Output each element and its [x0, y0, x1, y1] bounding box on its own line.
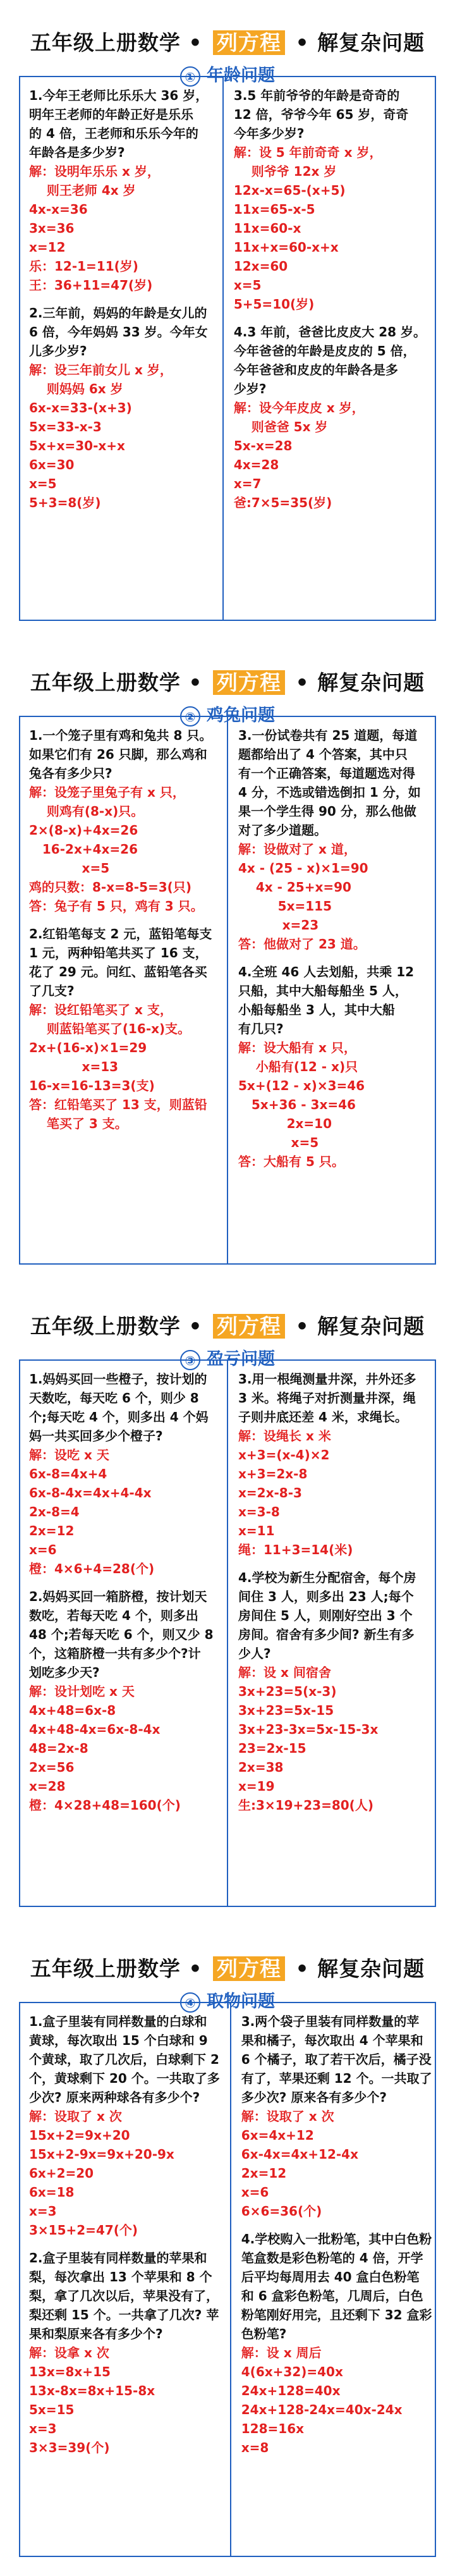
- section-header: [0, 640, 455, 725]
- problem-solution: 解：设取了 x 次 15x+2=9x+20 15x+2-9x=9x+20-9x 6x+2=20 6x=18 x=3 3×15+2=47(个): [29, 2109, 174, 2238]
- column-left: [19, 717, 228, 1265]
- section-2: [0, 640, 455, 1284]
- problem-question: 2.妈妈买回一箱脐橙，按计划天 数吃，若每天吃 4 个，则多出 48 个;若每天吃 6 个，则又少 8 个，这箱脐橙一共有多少个?计 划吃多少天?: [29, 1589, 214, 1680]
- title-highlight: 列方程: [213, 1314, 285, 1339]
- problem-solution: 解：设大船有 x 只， 小船有(12 - x)只 5x+(12 - x)×3=46 5x+36 - 3x=46 2x=10 x=5 答：大船有 5 只。: [238, 1040, 365, 1169]
- problem-solution: 解：设拿 x 次 13x=8x+15 13x-8x=8x+15-8x 5x=15 x=3 3×3=39(个): [29, 2345, 155, 2455]
- problem-question: 3.5 年前爷爷的年龄是奇奇的 12 倍，爷爷今年 65 岁，奇奇 今年多少岁?: [233, 88, 409, 141]
- problem-solution: 解：设 x 间宿舍 3x+23=5(x-3) 3x+23=5x-15 3x+23-3x=5x-15-3x 23=2x-15 2x=38 x=19 生:3×19+23=80(人): [238, 1665, 379, 1813]
- topic-label: 鸡兔问题: [207, 706, 275, 725]
- problem-question: 3.两个袋子里装有同样数量的苹 果和橘子，每次取出 4 个苹果和 6 个橘子，取了若干次后，橘子没 有了，苹果还剩 12 个。一共取了 多少次? 原来各有多少个?: [241, 2014, 432, 2105]
- problem-question: 4.3 年前，爸爸比皮皮大 28 岁。 今年爸爸的年龄是皮皮的 5 倍， 今年爸爸和皮皮的年龄各是多 少岁?: [233, 324, 426, 396]
- problem-question: 1.一个笼子里有鸡和兔共 8 只。 如果它们有 26 只脚，那么鸡和 兔各有多少只?: [29, 728, 212, 781]
- problem-solution: 解：设明年乐乐 x 岁， 则王老师 4x 岁 4x-x=36 3x=36 x=12 乐：12-1=11(岁) 王：36+11=47(岁): [29, 164, 160, 293]
- problem-solution: 解：设做对了 x 道， 4x - (25 - x)×1=90 4x - 25+x=90 5x=115 x=23 答：他做对了 23 道。: [238, 842, 368, 952]
- title-right: 解复杂问题: [317, 30, 425, 55]
- topic-label: 盈亏问题: [207, 1349, 275, 1369]
- column-right: [228, 1361, 436, 1907]
- title-left: 五年级上册数学: [30, 30, 181, 55]
- page-title: 五年级上册数学 • 列方程 • 解复杂问题: [30, 1956, 425, 1981]
- problem-question: 1.今年王老师比乐乐大 36 岁， 明年王老师的年龄正好是乐乐 的 4 倍，王老师和乐乐今年的 年龄各是多少岁?: [29, 88, 209, 160]
- problem-question: 2.盒子里装有同样数量的苹果和 梨，每次拿出 13 个苹果和 8 个 梨，拿了几次以后，苹果没有了， 梨还剩 15 个。一共拿了几次? 苹 果和梨原来各有多少个?: [29, 2250, 219, 2341]
- column-right: [224, 77, 436, 621]
- topic-label: 取物问题: [207, 1992, 275, 2011]
- section-1: [0, 0, 455, 640]
- section-header: [0, 1926, 455, 2011]
- problem-columns: [19, 717, 436, 1265]
- problem-question: 4.学校为新生分配宿舍，每个房 间住 3 人，则多出 23 人;每个 房间住 5 人，则刚好空出 3 个 房间。宿舍有多少间? 新生有多 少人?: [238, 1570, 416, 1661]
- title-right: 解复杂问题: [317, 670, 425, 695]
- section-3: [0, 1284, 455, 1926]
- problem-solution: 解：设取了 x 次 6x=4x+12 6x-4x=4x+12-4x 2x=12 x=6 6×6=36(个): [241, 2109, 358, 2219]
- section-header: [0, 1284, 455, 1369]
- column-left: [19, 1361, 228, 1907]
- problem-question: 1.盒子里装有同样数量的白球和 黄球，每次取出 15 个白球和 9 个黄球，取了几次后，白球剩下 2 个，黄球剩下 20 个。一共取了多 少次? 原来两种球各有多少个?: [29, 2014, 220, 2105]
- topic-number: ②: [180, 706, 200, 727]
- problem-question: 1.妈妈买回一些橙子，按计划的 天数吃，每天吃 6 个，则少 8 个;每天吃 4 个，则多出 4 个妈 妈一共买回多少个橙子?: [29, 1371, 209, 1444]
- topic-number: ④: [180, 1992, 200, 2013]
- title-highlight: 列方程: [213, 670, 285, 695]
- column-left: [19, 2003, 231, 2557]
- title-right: 解复杂问题: [317, 1956, 425, 1981]
- column-right: [228, 717, 436, 1265]
- title-left: 五年级上册数学: [30, 1956, 181, 1981]
- section-4: [0, 1926, 455, 2576]
- topic-number: ①: [180, 66, 200, 87]
- topic-label: 年龄问题: [207, 66, 275, 85]
- problem-solution: 解：设今年皮皮 x 岁， 则爸爸 5x 岁 5x-x=28 4x=28 x=7 爸:7×5=35(岁): [233, 400, 365, 510]
- title-highlight: 列方程: [213, 30, 285, 55]
- title-left: 五年级上册数学: [30, 1314, 181, 1339]
- page-title: 五年级上册数学 • 列方程 • 解复杂问题: [30, 30, 425, 55]
- problem-solution: 解：设笼子里兔子有 x 只， 则鸡有(8-x)只。 2×(8-x)+4x=26 16-2x+4x=26 x=5 鸡的只数：8-x=8-5=3(只) 答：兔子有 5 只，鸡有 3 只。: [29, 785, 203, 914]
- problem-question: 3.一份试卷共有 25 道题，每道 题都给出了 4 个答案，其中只 有一个正确答案，每道题选对得 4 分，不选或错选倒扣 1 分，如 果一个学生得 90 分，那么他做 对了多少道题。: [238, 728, 421, 838]
- problem-solution: 解：设红铅笔买了 x 支， 则蓝铅笔买了(16-x)支。 2x+(16-x)×1=29 x=13 16-x=16-13=3(支) 答：红铅笔买了 13 支，则蓝铅 笔买了 3 支。: [29, 1002, 207, 1131]
- title-right: 解复杂问题: [317, 1314, 425, 1339]
- problem-solution: 解：设吃 x 天 6x-8=4x+4 6x-8-4x=4x+4-4x 2x-8=4 2x=12 x=6 橙：4×6+4=28(个): [29, 1447, 155, 1576]
- problem-columns: [19, 1361, 436, 1907]
- problem-question: 4.全班 46 人去划船，共乘 12 只船，其中大船每船坐 5 人， 小船每船坐 3 人，其中大船 有几只?: [238, 964, 415, 1036]
- problem-question: 2.红铅笔每支 2 元，蓝铅笔每支 1 元，两种铅笔共买了 16 支， 花了 29 元。问红、蓝铅笔各买 了几支?: [29, 926, 212, 998]
- problem-columns: [19, 2003, 436, 2557]
- problem-solution: 解：设绳长 x 米 x+3=(x-4)×2 x+3=2x-8 x=2x-8-3 x=3-8 x=11 绳：11+3=14(米): [238, 1428, 353, 1557]
- problem-question: 3.用一根绳测量井深，井外还多 3 米。将绳子对折测量井深，绳 子则井底还差 4 米，求绳长。: [238, 1371, 416, 1425]
- problem-solution: 解：设 5 年前奇奇 x 岁， 则爷爷 12x 岁 12x-x=65-(x+5) 11x=65-x-5 11x=60-x 11x+x=60-x+x 12x=60 x=5 5+5=10(岁): [233, 145, 382, 312]
- topic-number: ③: [180, 1350, 200, 1370]
- section-header: [0, 0, 455, 85]
- problem-solution: 解：设三年前女儿 x 岁， 则妈妈 6x 岁 6x-x=33-(x+3) 5x=33-x-3 5x+x=30-x+x 6x=30 x=5 5+3=8(岁): [29, 362, 173, 510]
- problem-question: 2.三年前，妈妈的年龄是女儿的 6 倍，今年妈妈 33 岁。今年女 儿多少岁?: [29, 305, 208, 359]
- problem-question: 4.学校购入一批粉笔，其中白色粉 笔盒数是彩色粉笔的 4 倍，开学 后平均每周用去 40 盒白色粉笔 和 6 盒彩色粉笔，几周后，白色 粉笔刚好用完，且还剩下 32 盒彩 色粉笔?: [241, 2231, 432, 2341]
- title-highlight: 列方程: [213, 1956, 285, 1981]
- problem-columns: [19, 77, 436, 621]
- column-left: [19, 77, 224, 621]
- page-title: 五年级上册数学 • 列方程 • 解复杂问题: [30, 1314, 425, 1339]
- problem-solution: 解：设 x 周后 4(6x+32)=40x 24x+128=40x 24x+128-24x=40x-24x 128=16x x=8: [241, 2345, 403, 2455]
- title-left: 五年级上册数学: [30, 670, 181, 695]
- page-title: 五年级上册数学 • 列方程 • 解复杂问题: [30, 670, 425, 695]
- problem-solution: 解：设计划吃 x 天 4x+48=6x-8 4x+48-4x=6x-8-4x 48=2x-8 2x=56 x=28 橙：4×28+48=160(个): [29, 1684, 181, 1813]
- column-right: [231, 2003, 442, 2557]
